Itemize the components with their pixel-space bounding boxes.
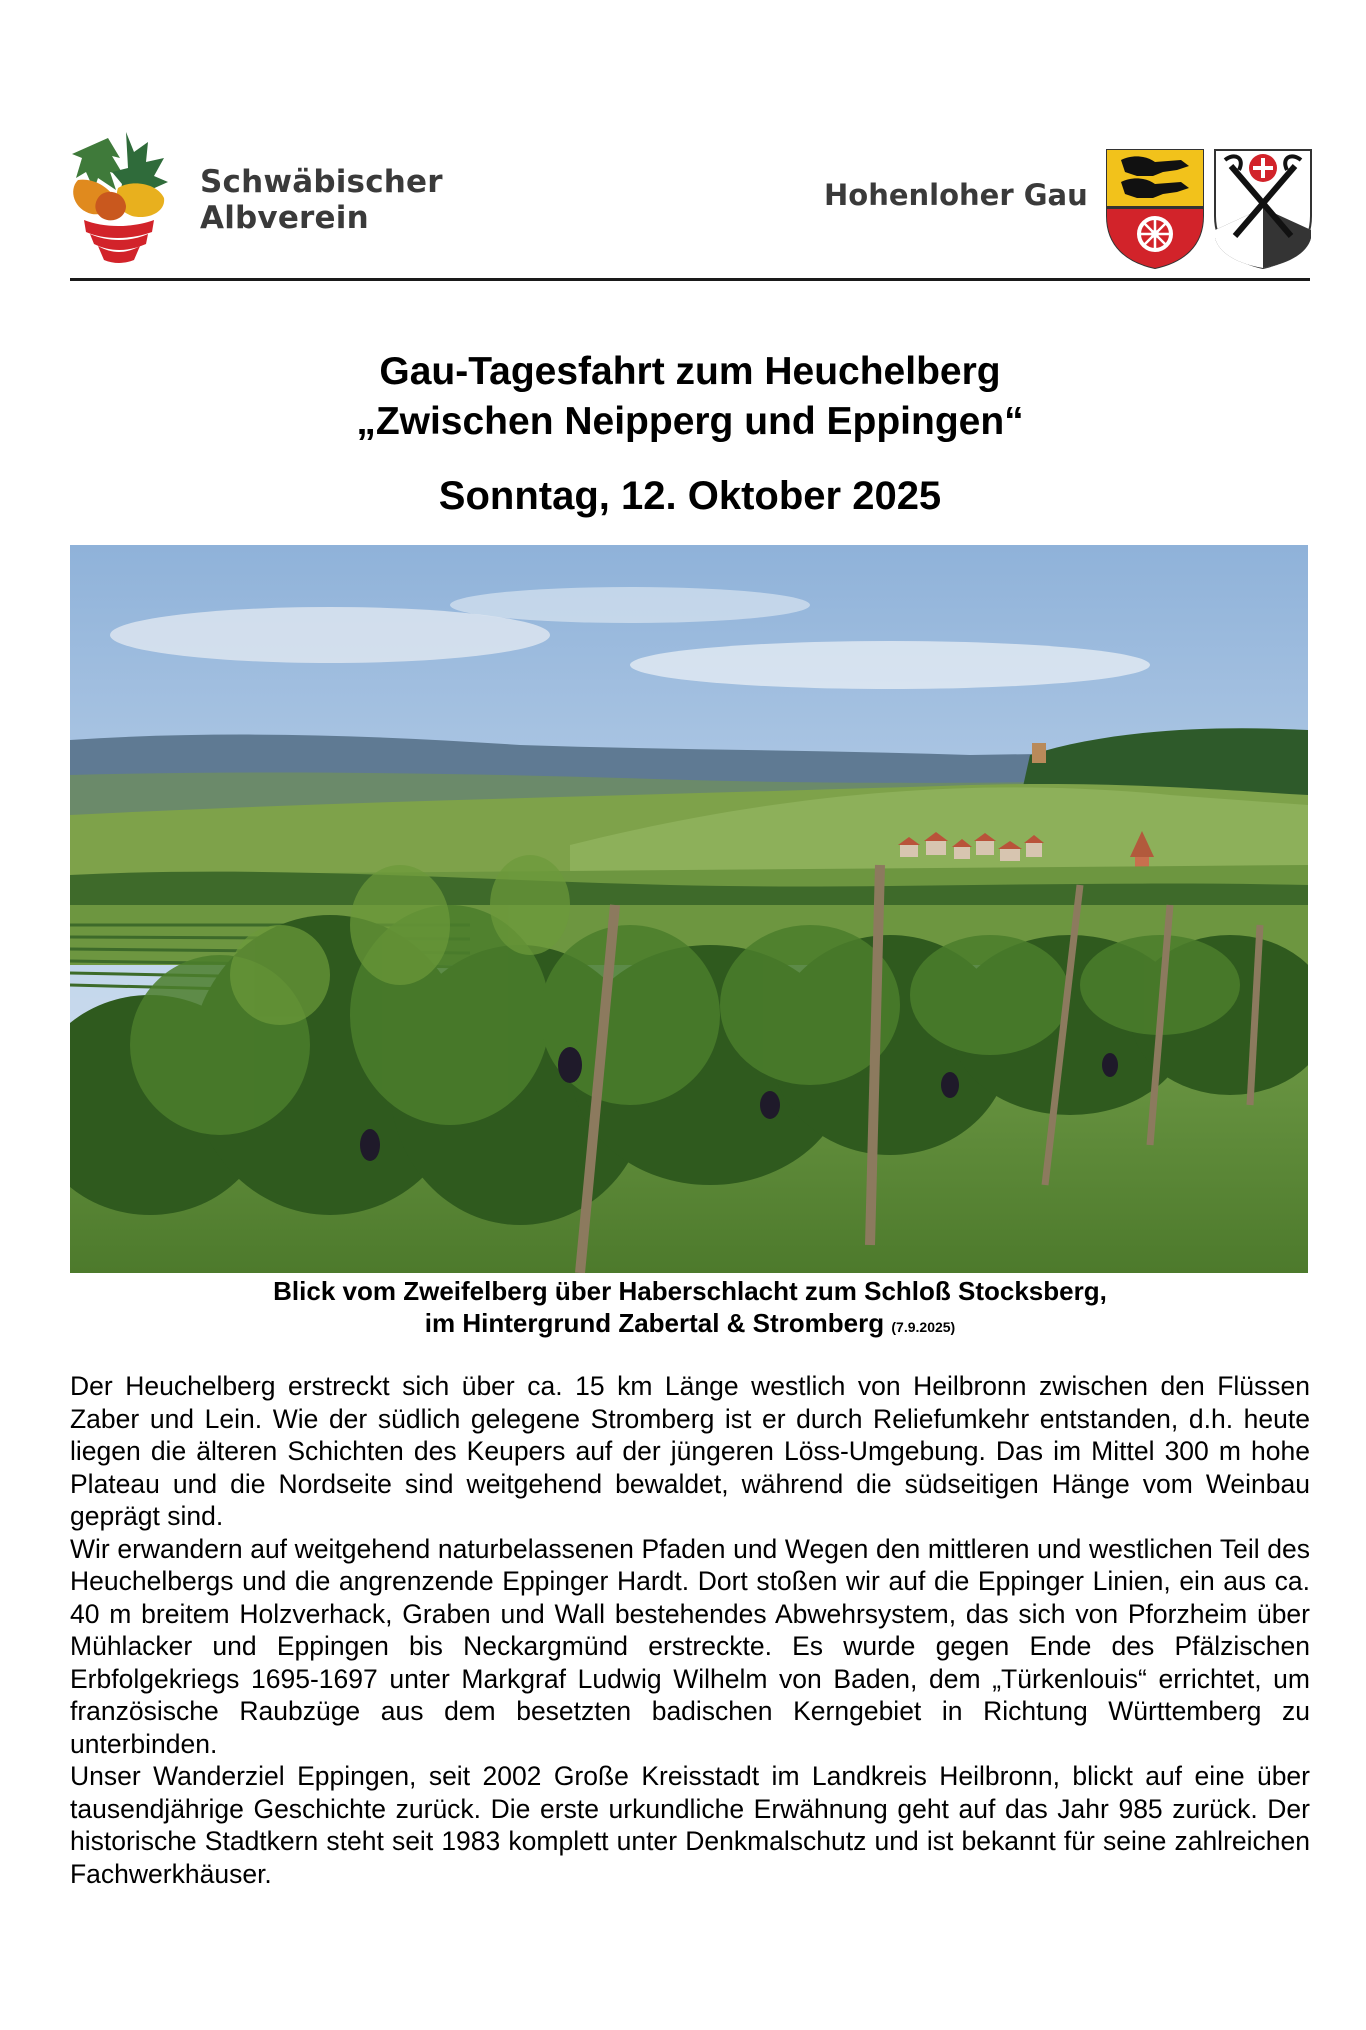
- photo-caption-date: (7.9.2025): [891, 1319, 956, 1335]
- org-name-line2: Albverein: [200, 200, 369, 236]
- description-text: [70, 1370, 1310, 1890]
- photo-caption-text: im Hintergrund Zabertal & Stromberg: [424, 1308, 885, 1338]
- paragraph-2: Wir erwandern auf weitgehend naturbelassenen Pfaden und Wegen den mittleren und westlichen Teil des Heuchelbergs und die angrenzende Eppinger Hardt. Dort stoßen wir auf die Eppinger Linien, ein aus ca. 40 m breitem Holzverhack, Graben und Wall bestehendes Abwehrsystem, das sich von Pforzheim über Mühlacker und Eppingen bis Neckargmünd erstreckte. Es wurde gegen Ende des Pfälzischen Erbfolgekriegs 1695-1697 unter Markgraf Ludwig Wilhelm von Baden, dem „Türkenlouis“ errichtet, um französische Raubzüge aus dem besetzten badischen Kerngebiet in Richtung Württemberg zu unterbinden.: [70, 1533, 1310, 1759]
- org-name: [200, 164, 443, 236]
- albverein-logo: [68, 128, 178, 266]
- vineyard-photo: [70, 545, 1308, 1273]
- paragraph-3: Unser Wanderziel Eppingen, seit 2002 Große Kreisstadt im Landkreis Heilbronn, blickt auf eine über tausendjährige Geschichte zurück. Die erste urkundliche Erwähnung geht auf das Jahr 985 zurück. Der historische Stadtkern steht seit 1983 komplett unter Denkmalschutz und ist bekannt für seine zahlreichen Fachwerkhäuser.: [70, 1761, 1310, 1889]
- org-name-line1: Schwäbischer: [200, 164, 443, 200]
- paragraph-1: Der Heuchelberg erstreckt sich über ca. 15 km Länge westlich von Heilbronn zwischen den Flüssen Zaber und Lein. Wie der südlich gelegene Stromberg ist er durch Reliefumkehr entstanden, d.h. heute liegen die älteren Schichten des Keupers auf der jüngeren Löss-Umgebung. Das im Mittel 300 m hohe Plateau und die Nordseite sind weitgehend bewaldet, während die südseitigen Hänge vom Weinbau geprägt sind.: [70, 1371, 1310, 1531]
- event-date: Sonntag, 12. Oktober 2025: [438, 474, 942, 518]
- page-title-line1: Gau-Tagesfahrt zum Heuchelberg: [379, 350, 1001, 393]
- county-crest-icon: [1211, 146, 1315, 270]
- header-divider: [70, 278, 1310, 281]
- photo-caption-line2: [0, 1308, 1366, 1339]
- hohenlohe-crest-icon: [1103, 146, 1207, 270]
- photo-caption-line1: Blick vom Zweifelberg über Haberschlacht zum Schloß Stocksberg,: [273, 1276, 1107, 1306]
- page-title-line2: „Zwischen Neipperg und Eppingen“: [356, 400, 1024, 443]
- gau-name: Hohenloher Gau: [824, 178, 1088, 212]
